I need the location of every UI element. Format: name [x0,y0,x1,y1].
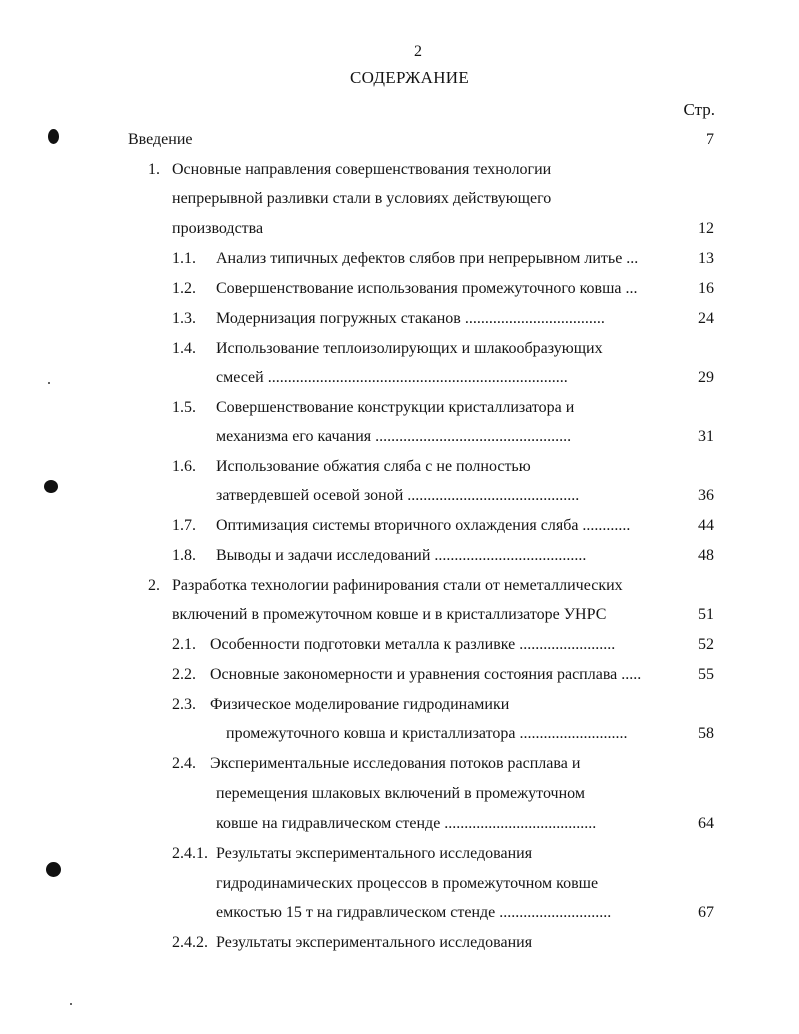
scan-blot [46,862,61,877]
toc-entry-text: Анализ типичных дефектов слябов при непрерывном литье ... [216,250,639,267]
toc-entry-number: 2.4.2. [172,934,208,951]
toc-entry-text: производства [172,220,264,237]
toc-entry-page: 55 [698,666,714,683]
toc-entry-text: Результаты экспериментального исследования [216,934,533,951]
toc-entry-text: Выводы и задачи исследований ...................................... [216,547,587,564]
toc-entry-number: 1. [148,161,160,178]
toc-entry-number: 1.7. [172,517,196,534]
toc-entry-text: Использование обжатия сляба с не полностью [216,458,531,475]
scan-speck [48,382,50,384]
toc-entry-page: 16 [698,280,714,297]
toc-entry-number: 1.6. [172,458,196,475]
toc-entry-text: Экспериментальные исследования потоков расплава и [210,755,581,772]
toc-entry-text: Результаты экспериментального исследования [216,845,533,862]
toc-entry-text: Модернизация погружных стаканов ................................... [216,310,605,327]
toc-entry-number: 2.4.1. [172,845,208,862]
toc-entry-number: 2.3. [172,696,196,713]
toc-entry-text: гидродинамических процессов в промежуточном ковше [216,875,599,892]
toc-entry-text: механизма его качания ................................................. [216,428,572,445]
toc-entry-number: 1.3. [172,310,196,327]
toc-entry-text: Оптимизация системы вторичного охлаждения сляба ............ [216,517,631,534]
toc-entry-text: емкостью 15 т на гидравлическом стенде ............................ [216,904,612,921]
toc-entry-page: 58 [698,725,714,742]
toc-entry-number: 2.1. [172,636,196,653]
toc-entry-page: 48 [698,547,714,564]
toc-entry-text: смесей ........................................................................... [216,369,568,386]
page-number: 2 [414,43,422,60]
toc-entry-page: 64 [698,815,714,832]
toc-entry-text: промежуточного ковша и кристаллизатора ........................... [226,725,628,742]
toc-entry-number: 1.8. [172,547,196,564]
toc-entry-page: 52 [698,636,714,653]
toc-entry-page: 29 [698,369,714,386]
toc-entry-text: Основные закономерности и уравнения состояния расплава ..... [210,666,642,683]
toc-entry-text: Совершенствование использования промежуточного ковша ... [216,280,638,297]
scan-speck [70,1003,72,1005]
toc-entry-page: 24 [698,310,714,327]
toc-entry-text: непрерывной разливки стали в условиях действующего [172,190,552,207]
toc-entry-page: 31 [698,428,714,445]
toc-entry-number: 2.2. [172,666,196,683]
toc-entry-text: Разработка технологии рафинирования стали от неметаллических [172,577,623,594]
toc-entry-page: 12 [698,220,714,237]
toc-entry-text: Физическое моделирование гидродинамики [210,696,510,713]
scan-blot [48,129,59,144]
toc-entry-number: 2.4. [172,755,196,772]
toc-entry-number: 2. [148,577,160,594]
toc-entry-number: 1.4. [172,340,196,357]
toc-entry-text: Использование теплоизолирующих и шлакообразующих [216,340,603,357]
toc-entry-number: 1.5. [172,399,196,416]
toc-entry-text: включений в промежуточном ковше и в кристаллизаторе УНРС [172,606,607,623]
scan-blot [44,480,58,493]
toc-entry-page: 13 [698,250,714,267]
toc-entry-page: 67 [698,904,714,921]
toc-entry-number: 1.2. [172,280,196,297]
toc-entry-page: 51 [698,606,714,623]
toc-entry-text: Совершенствование конструкции кристаллизатора и [216,399,575,416]
toc-entry-text: Основные направления совершенствования технологии [172,161,552,178]
page-column-label: Стр. [683,100,715,119]
toc-entry-text: Особенности подготовки металла к разливке ........................ [210,636,616,653]
toc-entry-number: 1.1. [172,250,196,267]
page-title: СОДЕРЖАНИЕ [350,68,470,87]
toc-entry-text: затвердевшей осевой зоной ........................................... [216,487,580,504]
toc-entry-page: 44 [698,517,714,534]
toc-entry-text: ковше на гидравлическом стенде ...................................... [216,815,597,832]
toc-entry-text: Введение [128,131,193,148]
toc-entry-page: 7 [706,131,714,148]
toc-entry-text: перемещения шлаковых включений в промежуточном [216,785,585,802]
toc-entry-page: 36 [698,487,714,504]
